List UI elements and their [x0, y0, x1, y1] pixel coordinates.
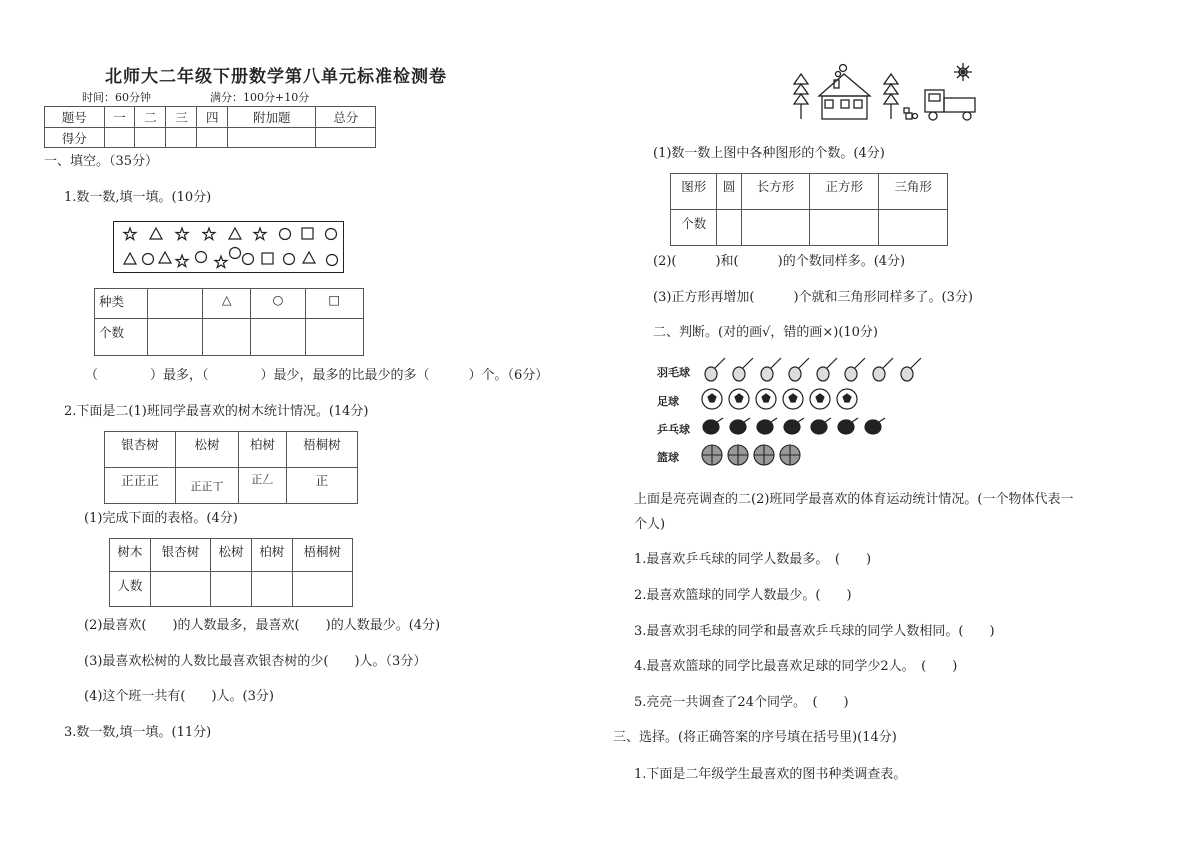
question-3: 3.数一数,填一填。(11分) [64, 725, 212, 740]
question-2-4: (4)这个班一共有( )人。(3分) [84, 689, 274, 704]
judge-item-3: 3.最喜欢羽毛球的同学和最喜欢乒乓球的同学人数相同。( ) [634, 624, 995, 639]
judge-item-4: 4.最喜欢篮球的同学比最喜欢足球的同学少2人。 ( ) [634, 659, 958, 674]
answer-cell[interactable] [717, 210, 741, 246]
question-1: 1.数一数,填一填。(10分) [64, 190, 212, 205]
triangle-icon [150, 228, 162, 239]
star-icon [124, 228, 136, 240]
house-icon [819, 65, 870, 120]
square-icon [302, 228, 313, 239]
table-cell: 柏树 [238, 432, 286, 468]
tally-table [104, 431, 358, 504]
basketball-icon [780, 445, 800, 465]
tree-icon [884, 74, 898, 119]
score-answer-cell[interactable] [104, 128, 135, 148]
table-cell: 银杏树 [105, 432, 176, 468]
soccer-row [701, 386, 891, 412]
score-answer-cell[interactable] [316, 128, 376, 148]
score-answer-cell[interactable] [197, 128, 228, 148]
judge-item-1: 1.最喜欢乒乓球的同学人数最多。 ( ) [634, 552, 872, 567]
score-table-cell: 附加题 [228, 107, 316, 128]
right-question-1: (1)数一数上图中各种图形的个数。(4分) [653, 146, 885, 161]
table-cell: 银杏树 [150, 539, 210, 572]
question-2-2: (2)最喜欢( )的人数最多，最喜欢( )的人数最少。(4分) [84, 618, 441, 633]
question-2: 2.下面是二(1)班同学最喜欢的树木统计情况。(14分) [64, 404, 369, 419]
table-cell: 正方形 [810, 174, 879, 210]
answer-cell[interactable] [150, 572, 210, 607]
ping-pong-icon [865, 418, 885, 434]
table-cell: 长方形 [741, 174, 810, 210]
answer-cell[interactable] [810, 210, 879, 246]
score-table-cell: 题号 [45, 107, 105, 128]
answer-cell[interactable] [305, 319, 363, 356]
shape-count-table [94, 288, 364, 356]
triangle-icon [124, 253, 136, 264]
table-cell: 梧桐树 [292, 539, 352, 572]
table-cell: 三角形 [879, 174, 948, 210]
tally-cell: 正 [286, 468, 357, 504]
badminton-icon [873, 358, 893, 381]
score-answer-cell[interactable] [228, 128, 316, 148]
badminton-icon [761, 358, 781, 381]
answer-cell[interactable] [251, 319, 305, 356]
circle-icon [143, 254, 154, 265]
triangle-icon [229, 228, 241, 239]
circle-icon [327, 255, 338, 266]
score-answer-cell[interactable] [166, 128, 197, 148]
table-cell: 圆 [717, 174, 741, 210]
score-table-cell: 得分 [45, 128, 105, 148]
answer-cell[interactable] [741, 210, 810, 246]
score-table [44, 106, 376, 148]
triangle-icon [303, 252, 315, 263]
square-icon [262, 253, 273, 264]
table-cell: 个数 [95, 319, 148, 356]
sun-icon [954, 63, 972, 81]
star-icon [254, 228, 266, 240]
table-cell: 个数 [671, 210, 717, 246]
badminton-icon [705, 358, 725, 381]
score-table-cell: 四 [197, 107, 228, 128]
shapes-picture [786, 60, 986, 126]
ping-pong-icon [730, 418, 750, 434]
exam-full-score: 满分：100分+10分 [210, 91, 310, 104]
shapes-box [113, 221, 344, 273]
basketball-icon [754, 445, 774, 465]
star-icon [203, 228, 215, 240]
circle-icon [280, 229, 291, 240]
judge-item-5: 5.亮亮一共调查了24个同学。 ( ) [634, 695, 849, 710]
exam-time: 时间：60分钟 [82, 91, 151, 104]
table-cell: 人数 [110, 572, 151, 607]
ping-pong-icon [784, 418, 804, 434]
badminton-icon [901, 358, 921, 381]
truck-icon [925, 90, 975, 120]
answer-cell[interactable] [203, 319, 251, 356]
circle-icon [196, 252, 207, 263]
basketball-icon [728, 445, 748, 465]
soccer-ball-icon [729, 389, 749, 409]
tree-icon [794, 74, 808, 119]
small-shapes-icon [904, 108, 918, 119]
soccer-ball-icon [756, 389, 776, 409]
section-3-heading: 三、选择。(将正确答案的序号填在括号里)(14分) [613, 730, 897, 745]
table-cell [148, 289, 203, 319]
soccer-ball-icon [702, 389, 722, 409]
badminton-row [701, 356, 931, 384]
soccer-ball-icon [837, 389, 857, 409]
badminton-icon [733, 358, 753, 381]
shape-count-table-2 [670, 173, 948, 246]
section-1-heading: 一、填空。（35分） [44, 154, 159, 169]
ping-pong-icon [838, 418, 858, 434]
star-icon [215, 256, 227, 268]
score-table-cell: 一 [104, 107, 135, 128]
sport-label: 足球 [657, 395, 679, 408]
choice-question-1: 1.下面是二年级学生最喜欢的图书种类调查表。 [634, 767, 907, 782]
table-cell: 柏树 [251, 539, 292, 572]
page-title: 北师大二年级下册数学第八单元标准检测卷 [105, 67, 447, 87]
sport-label: 乒乓球 [657, 423, 690, 436]
circle-icon [284, 254, 295, 265]
right-question-2: (2)( )和( )的个数同样多。(4分) [653, 254, 906, 269]
star-icon [176, 255, 188, 267]
judge-item-2: 2.最喜欢篮球的同学人数最少。( ) [634, 588, 852, 603]
ping-pong-icon [811, 418, 831, 434]
ping-pong-row [701, 414, 901, 440]
basketball-icon [702, 445, 722, 465]
question-2-1: (1)完成下面的表格。(4分) [84, 511, 238, 526]
sport-label: 篮球 [657, 451, 679, 464]
right-question-3: (3)正方形再增加( )个就和三角形同样多了。(3分) [653, 290, 973, 305]
answer-cell[interactable] [148, 319, 203, 356]
table-cell: □ [305, 289, 363, 319]
table-cell: 树木 [110, 539, 151, 572]
triangle-icon [159, 252, 171, 263]
soccer-ball-icon [810, 389, 830, 409]
circle-icon [243, 254, 254, 265]
tally-cell: 正𠃋 [238, 468, 286, 504]
circle-icon [230, 248, 241, 259]
table-cell: 梧桐树 [286, 432, 357, 468]
badminton-icon [845, 358, 865, 381]
shapes-figure [114, 222, 343, 272]
score-table-cell: 三 [166, 107, 197, 128]
soccer-ball-icon [783, 389, 803, 409]
answer-cell[interactable] [879, 210, 948, 246]
pictograph-description-cont: 个人) [634, 517, 666, 532]
answer-cell[interactable] [251, 572, 292, 607]
sport-label: 羽毛球 [657, 366, 690, 379]
table-cell: △ [203, 289, 251, 319]
table-cell: 种类 [95, 289, 148, 319]
circle-icon [326, 229, 337, 240]
section-2-heading: 二、判断。(对的画√，错的画×)(10分) [653, 325, 879, 340]
question-2-3: (3)最喜欢松树的人数比最喜欢银杏树的少( )人。（3分） [84, 654, 427, 669]
question-1-fill-line: （ ）最多，（ ）最少，最多的比最少的多（ ）个。（6分） [85, 368, 549, 383]
answer-cell[interactable] [292, 572, 352, 607]
basketball-row [701, 442, 821, 468]
table-cell: 图形 [671, 174, 717, 210]
ping-pong-icon [703, 418, 723, 434]
table-cell: 松树 [176, 432, 239, 468]
badminton-icon [789, 358, 809, 381]
tally-cell: 正正正 [105, 468, 176, 504]
score-table-cell: 二 [135, 107, 166, 128]
tree-count-table [109, 538, 353, 607]
score-table-cell: 总分 [316, 107, 376, 128]
score-answer-cell[interactable] [135, 128, 166, 148]
ping-pong-icon [757, 418, 777, 434]
tally-cell: 正正丅 [176, 468, 239, 504]
badminton-icon [817, 358, 837, 381]
table-cell: 松树 [211, 539, 252, 572]
star-icon [176, 228, 188, 240]
answer-cell[interactable] [211, 572, 252, 607]
pictograph-description: 上面是亮亮调查的二(2)班同学最喜欢的体育运动统计情况。(一个物体代表一 [634, 492, 1074, 507]
table-cell: ○ [251, 289, 305, 319]
